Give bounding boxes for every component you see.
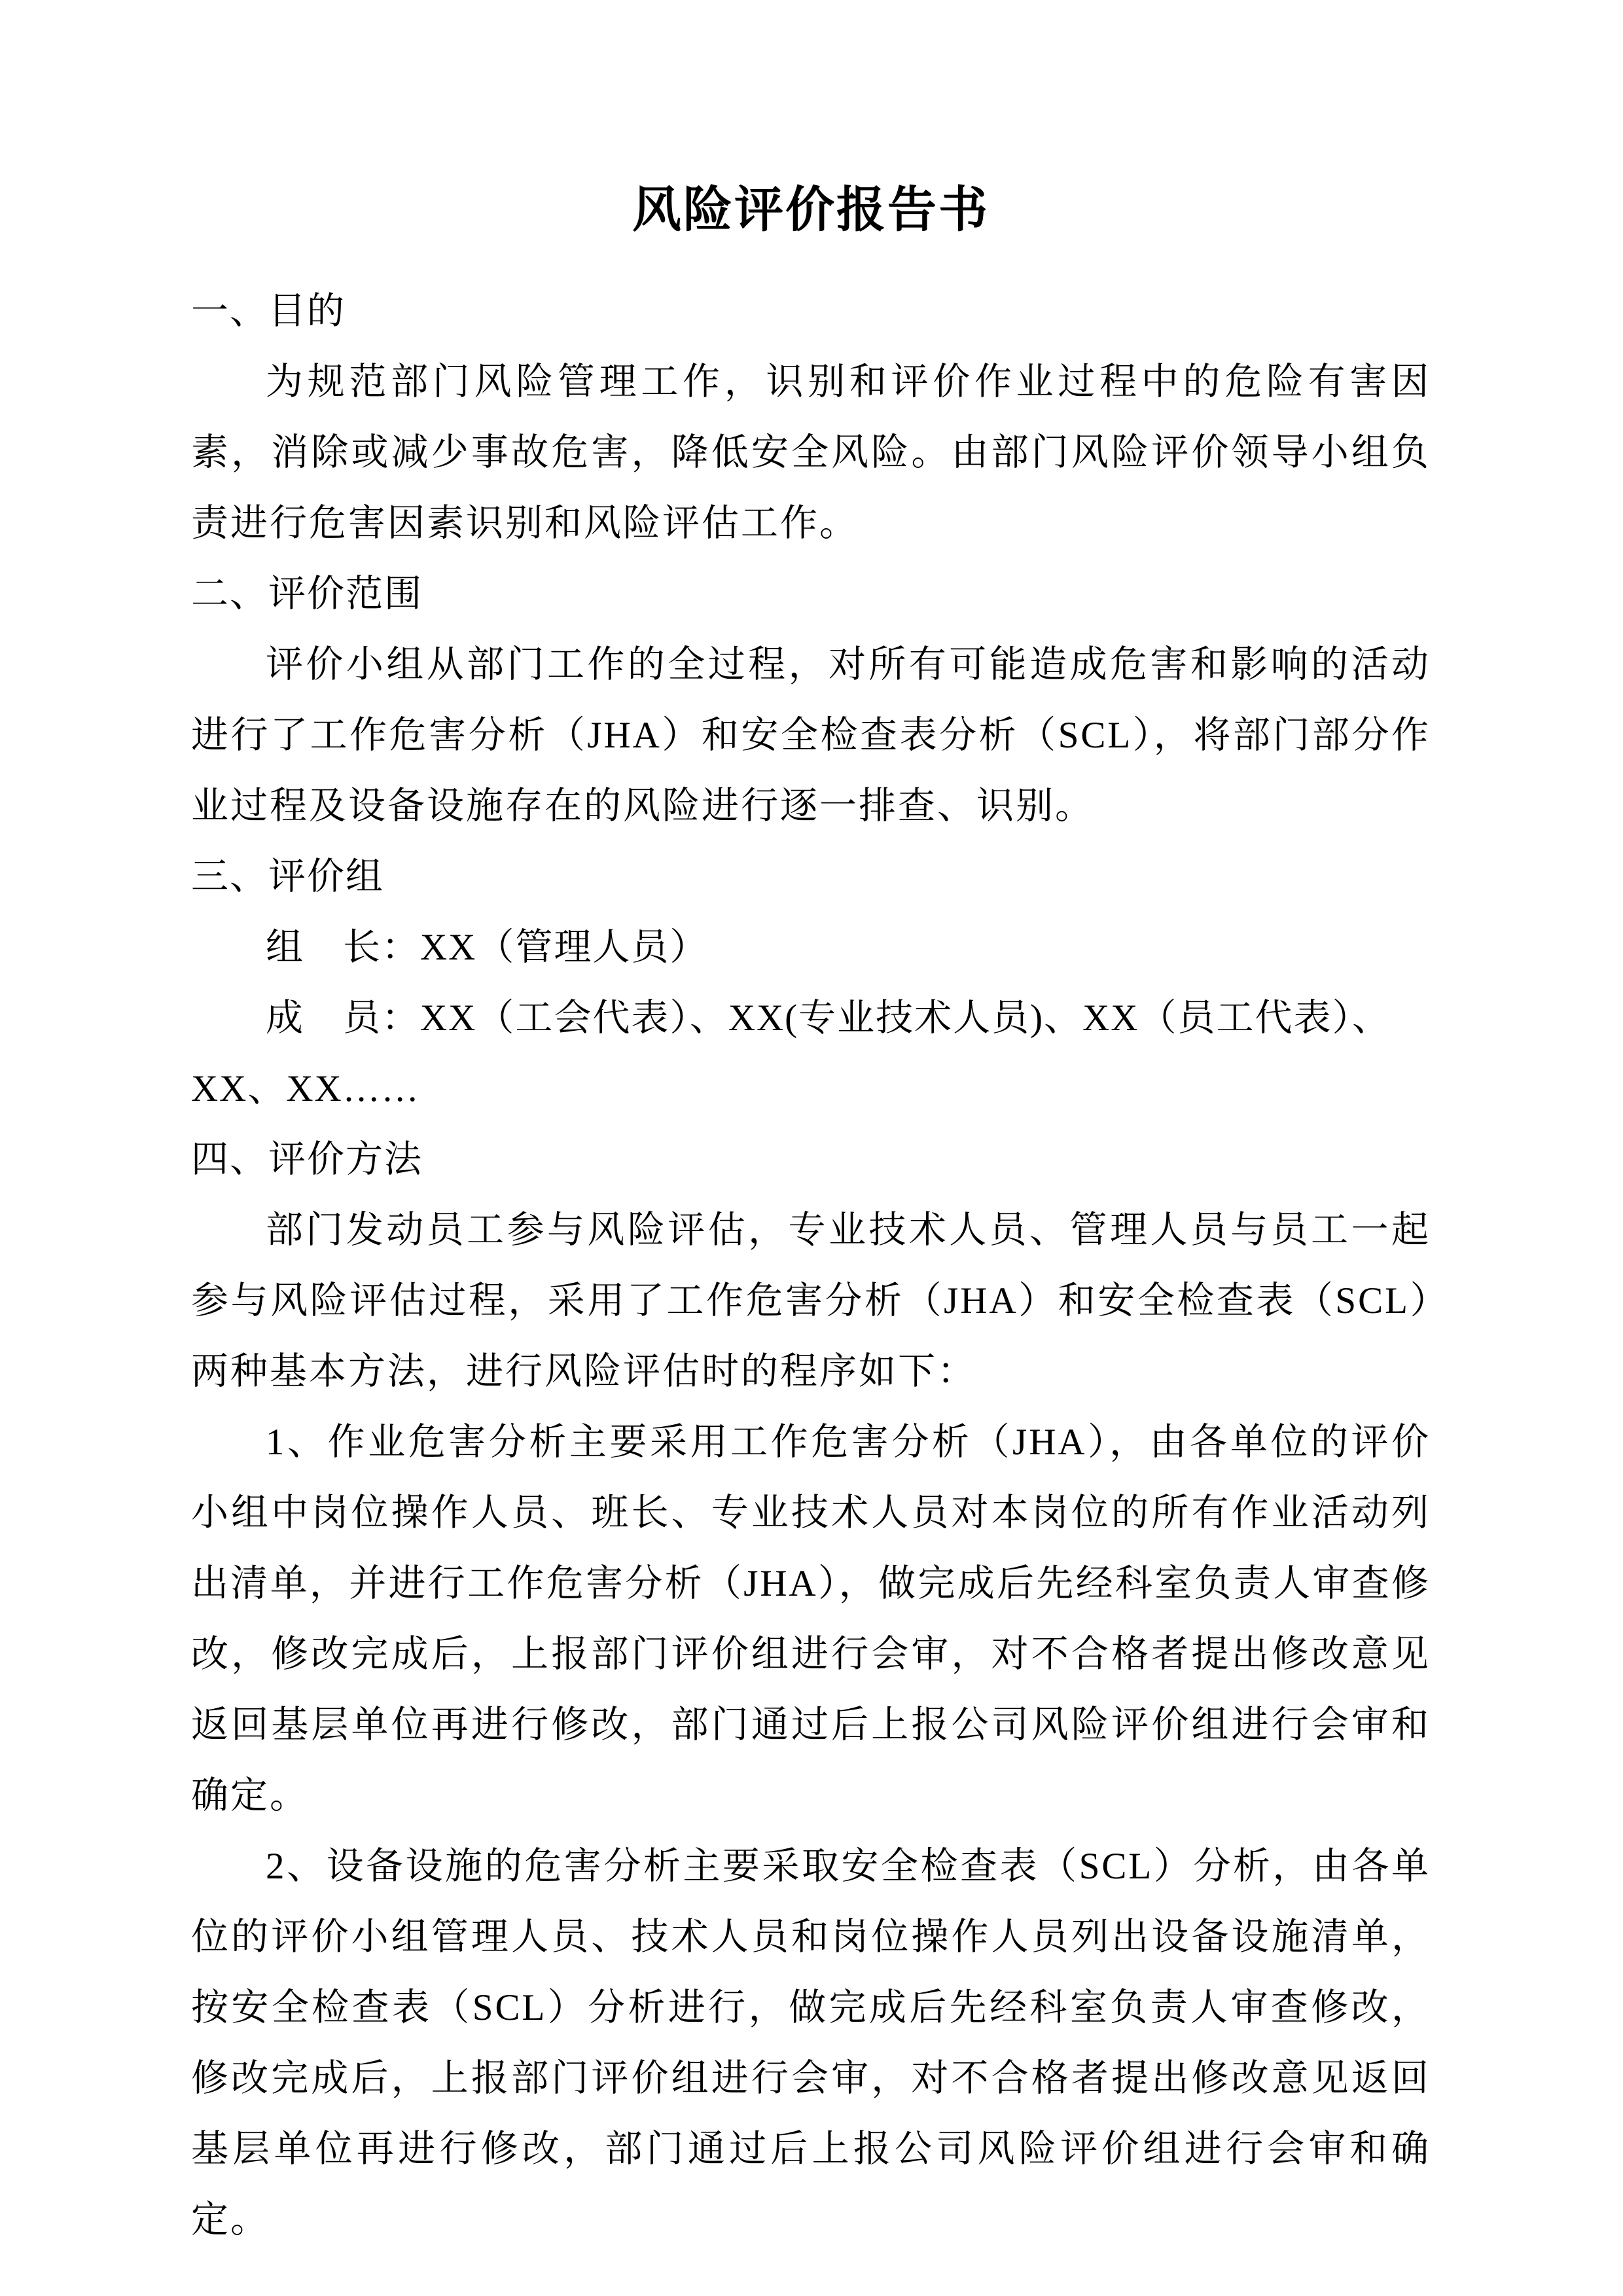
- paragraph-scope: 评价小组从部门工作的全过程，对所有可能造成危害和影响的活动进行了工作危害分析（JHA）和安全检查表分析（SCL），将部门部分作业过程及设备设施存在的风险进行逐一排查、识别。: [191, 644, 1431, 827]
- paragraph-method-intro: 部门发动员工参与风险评估，专业技术人员、管理人员与员工一起参与风险评估过程，采用了工作危害分析（JHA）和安全检查表（SCL）两种基本方法，进行风险评估时的程序如下：: [191, 1210, 1431, 1392]
- section-heading-scope: 二、评价范围: [191, 573, 423, 615]
- section-heading-method: 四、评价方法: [191, 1139, 423, 1180]
- section-heading-team: 三、评价组: [191, 856, 384, 897]
- paragraph-team-leader: 组 长：XX（管理人员）: [266, 927, 709, 968]
- page-title: 风险评价报告书: [632, 183, 990, 238]
- paragraph-method-item-2-scl: 2、设备设施的危害分析主要采取安全检查表（SCL）分析，由各单位的评价小组管理人员、技术人员和岗位操作人员列出设备设施清单，按安全检查表（SCL）分析进行，做完成后先经科室负责人审查修改，修改完成后，上报部门评价组进行会审，对不合格者提出修改意见返回基层单位再进行修改，部门通过后上报公司风险评价组进行会审和确定。: [191, 1846, 1431, 2240]
- paragraph-team-members: 成 员：XX（工会代表）、XX(专业技术人员)、XX（员工代表）、XX、XX……: [191, 997, 1391, 1109]
- section-team: [191, 842, 1431, 1124]
- paragraph-method-item-1-jha: 1、作业危害分析主要采用工作危害分析（JHA），由各单位的评价小组中岗位操作人员、班长、专业技术人员对本岗位的所有作业活动列出清单，并进行工作危害分析（JHA），做完成后先经科室负责人审查修改，修改完成后，上报部门评价组进行会审，对不合格者提出修改意见返回基层单位再进行修改，部门通过后上报公司风险评价组进行会审和确定。: [191, 1422, 1431, 1816]
- paragraph-purpose: 为规范部门风险管理工作，识别和评价作业过程中的危险有害因素，消除或减少事故危害，降低安全风险。由部门风险评价领导小组负责进行危害因素识别和风险评估工作。: [191, 361, 1431, 544]
- section-scope: [191, 559, 1431, 842]
- section-heading-purpose: 一、目的: [191, 291, 346, 332]
- section-purpose: [191, 276, 1431, 559]
- section-method: [191, 1124, 1431, 2255]
